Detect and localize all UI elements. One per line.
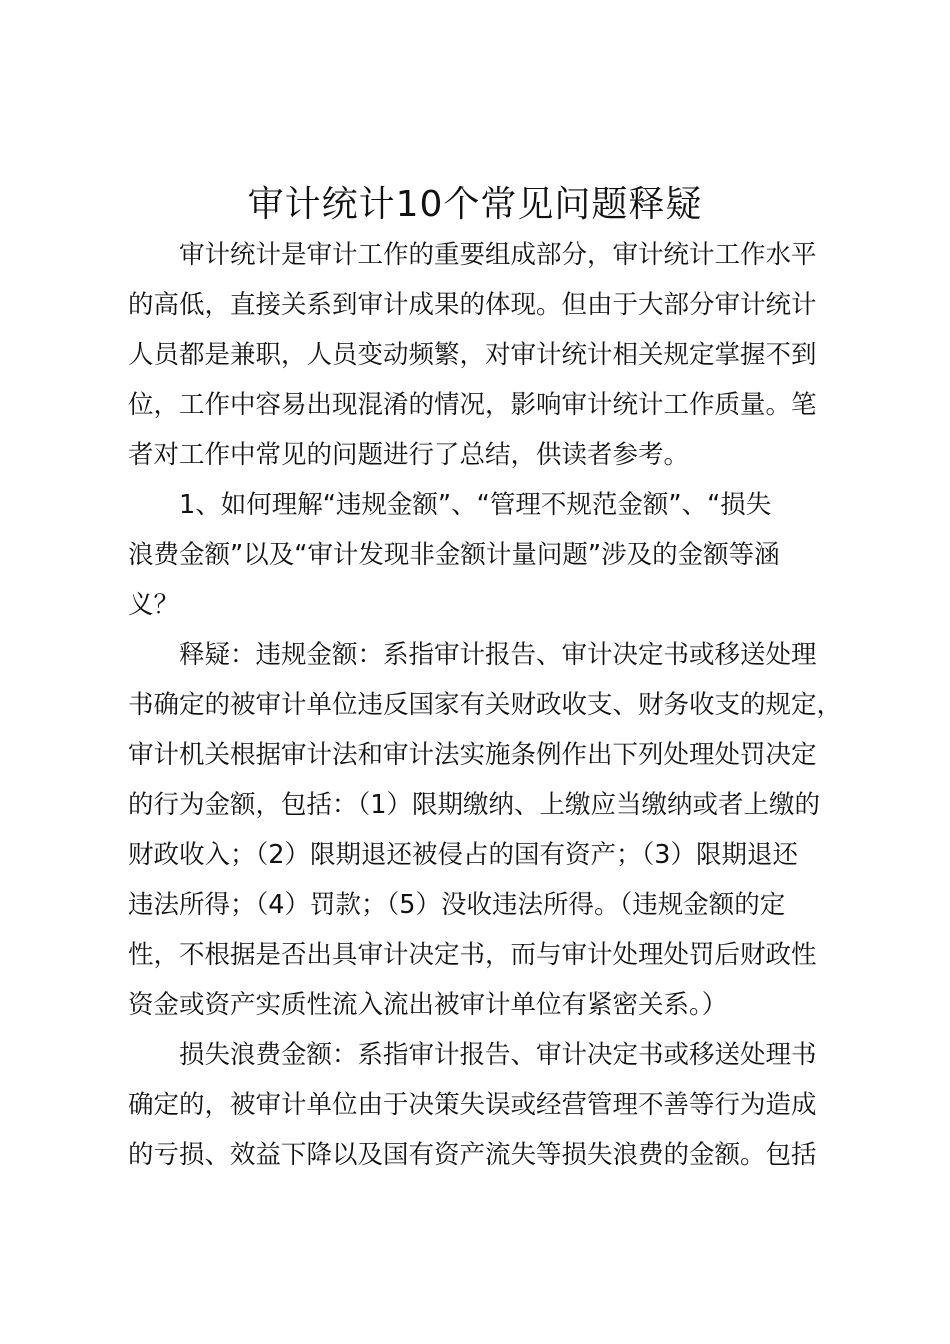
body-line: 书确定的被审计单位违反国家有关财政收支、财务收支的规定， [128,690,843,720]
body-line: 审计统计是审计工作的重要组成部分，审计统计工作水平 [128,240,817,270]
body-line: 确定的，被审计单位由于决策失误或经营管理不善等行为造成 [128,1090,817,1120]
body-line: 损失浪费金额：系指审计报告、审计决定书或移送处理书 [128,1040,817,1070]
body-line: 的高低，直接关系到审计成果的体现。但由于大部分审计统计 [128,290,817,320]
body-line: 浪费金额”以及“审计发现非金额计量问题”涉及的金额等涵 [128,540,780,570]
body-line: 财政收入；（2）限期退还被侵占的国有资产；（3）限期退还 [128,840,798,870]
body-line: 1、如何理解“违规金额”、“管理不规范金额”、“损失 [128,490,772,520]
body-line: 的行为金额，包括：（1）限期缴纳、上缴应当缴纳或者上缴的 [128,790,820,820]
body-line: 违法所得；（4）罚款；（5）没收违法所得。（违规金额的定 [128,890,786,920]
body-line: 资金或资产实质性流入流出被审计单位有紧密关系。） [128,990,728,1020]
body-line: 审计机关根据审计法和审计法实施条例作出下列处理处罚决定 [128,740,817,770]
document-title: 审计统计10个常见问题释疑 [247,184,703,225]
body-line: 位，工作中容易出现混淆的情况，影响审计统计工作质量。笔 [128,390,817,420]
body-line: 释疑：违规金额：系指审计报告、审计决定书或移送处理 [128,640,817,670]
body-line: 的亏损、效益下降以及国有资产流失等损失浪费的金额。包括 [128,1140,817,1170]
body-line: 人员都是兼职，人员变动频繁，对审计统计相关规定掌握不到 [128,340,817,370]
body-line: 者对工作中常见的问题进行了总结，供读者参考。 [128,440,690,470]
body-line: 性，不根据是否出具审计决定书，而与审计处理处罚后财政性 [128,940,817,970]
body-line: 义？ [128,590,180,620]
document-body [128,230,843,1180]
